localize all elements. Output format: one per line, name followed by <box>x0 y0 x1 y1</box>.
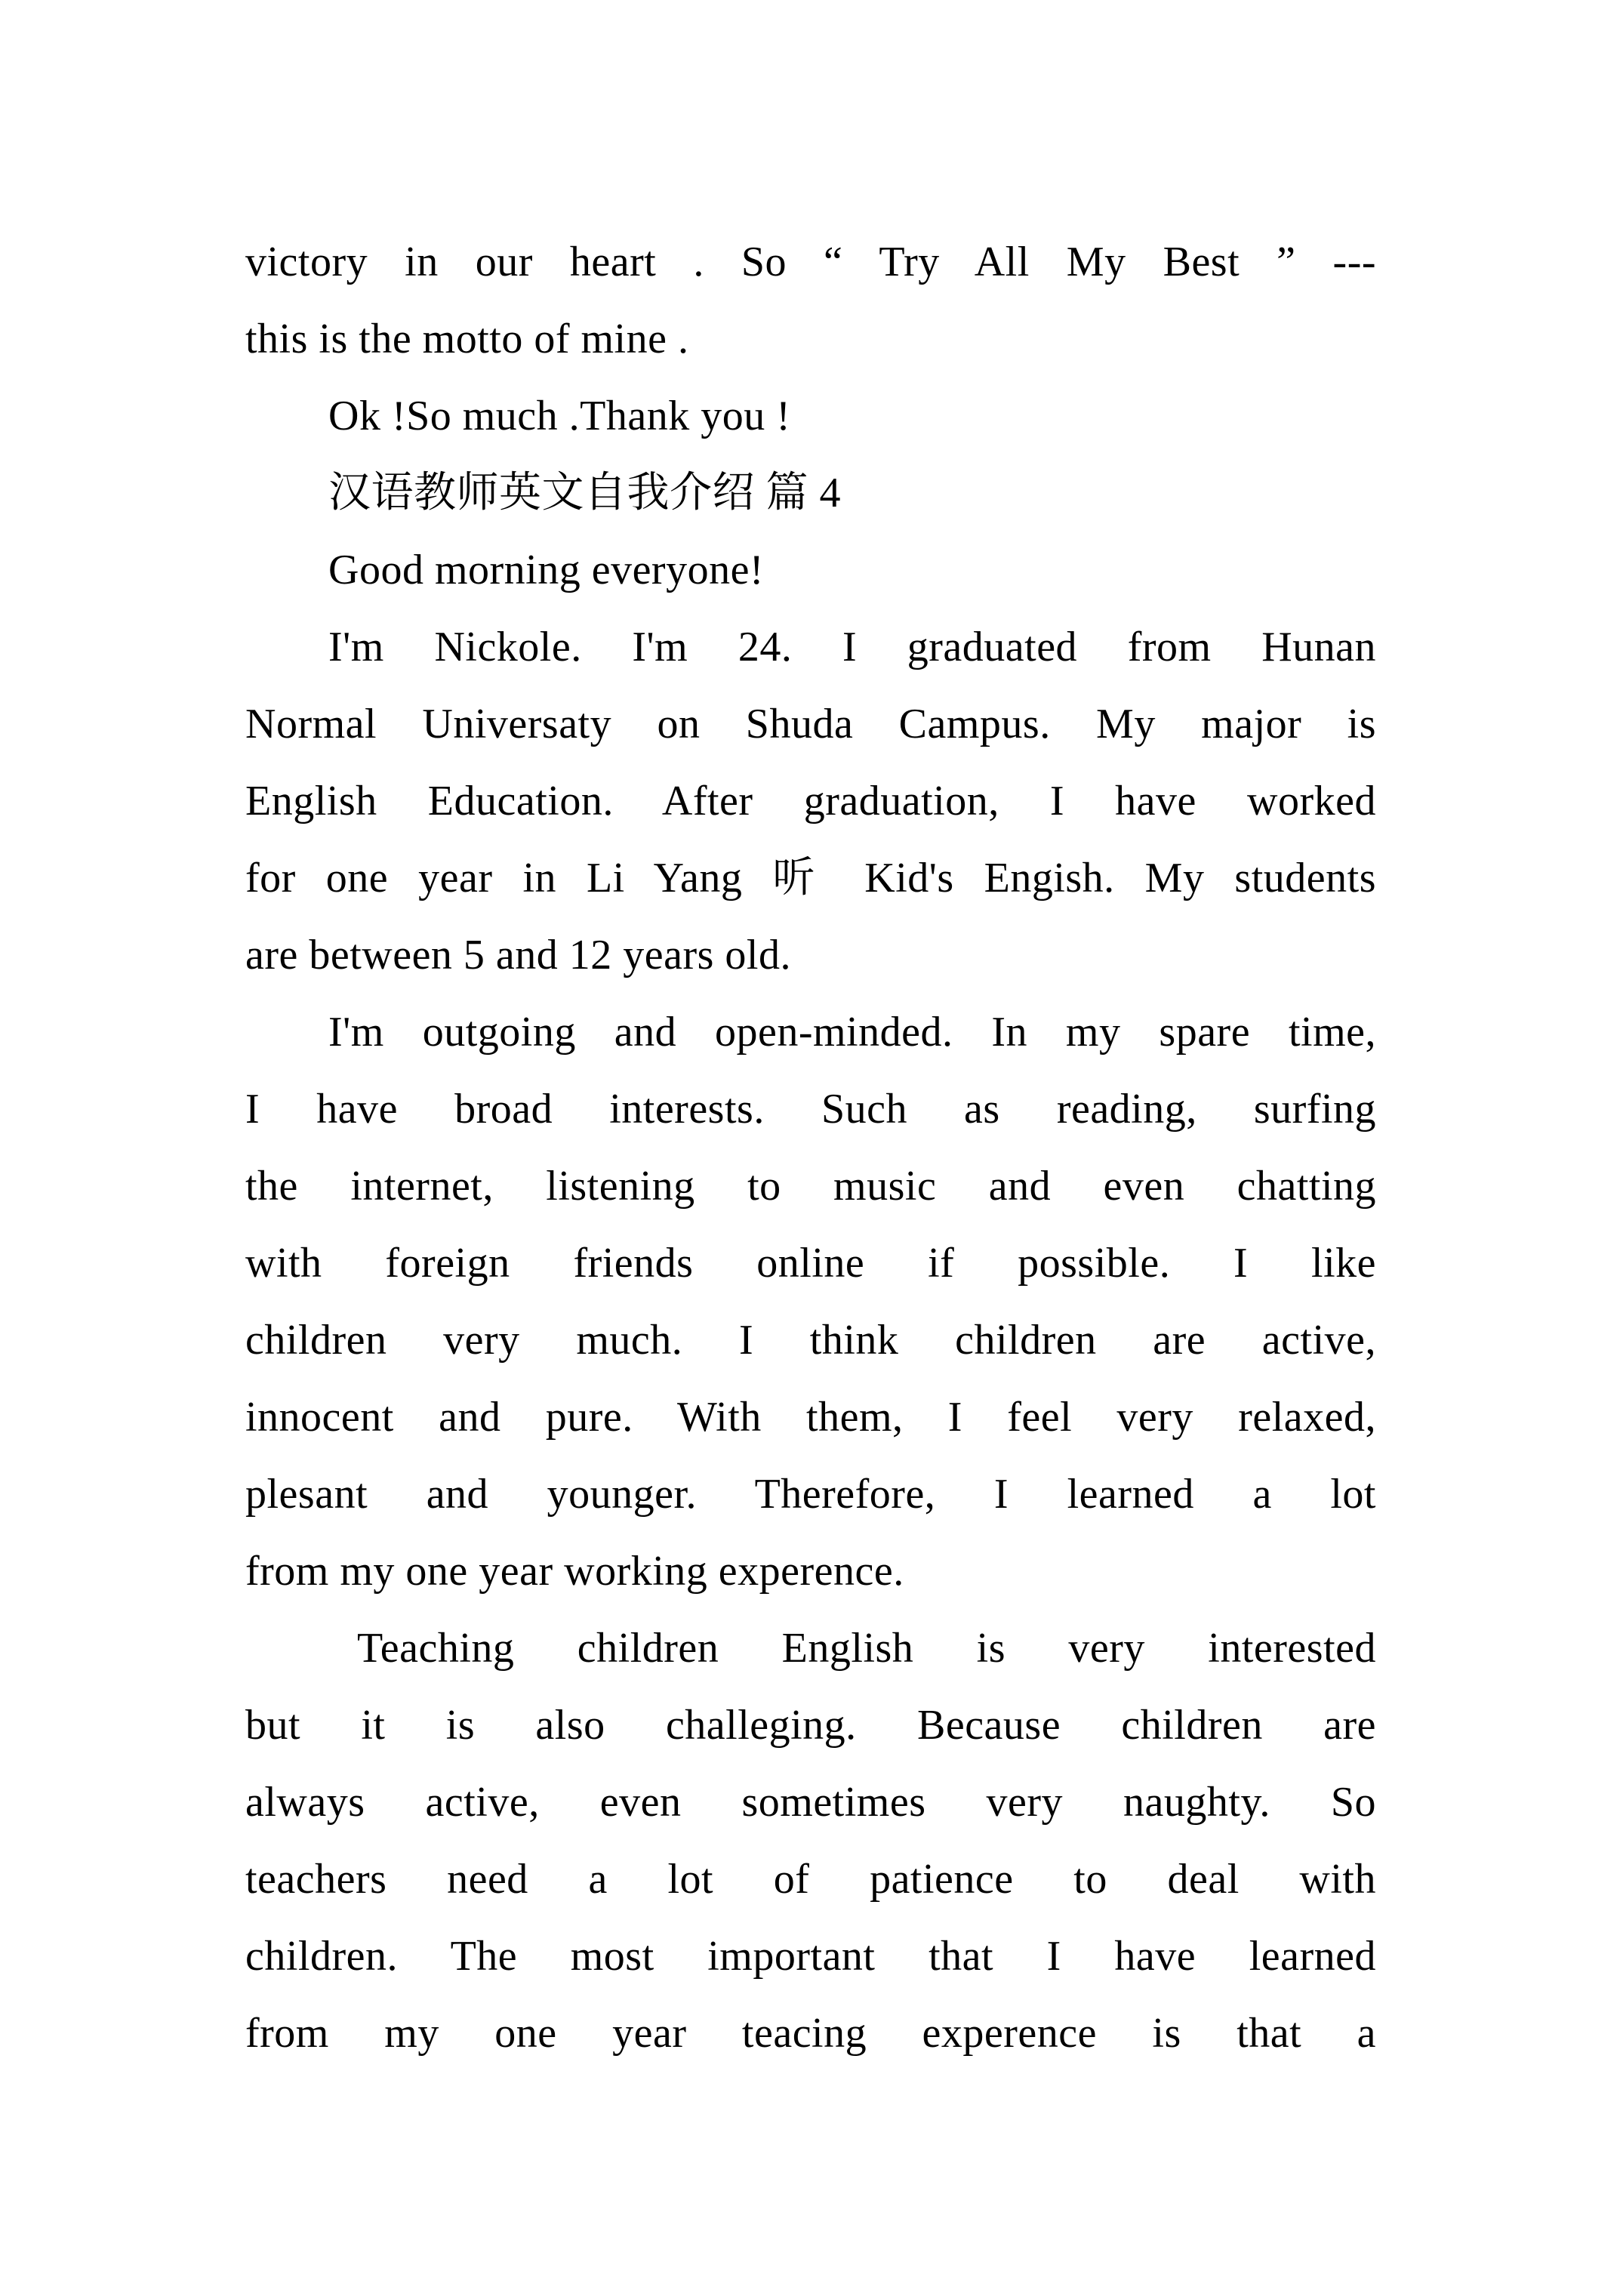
text-line: this is the motto of mine . <box>245 316 689 362</box>
text-line: children very much. I think children are active, <box>245 1317 1376 1364</box>
text-line: victory in our heart . So “ Try All My Best ” --- <box>245 239 1376 285</box>
text-line: I'm Nickole. I'm 24. I graduated from Hunan <box>328 624 1376 670</box>
text-line: for one year in Li Yang 听 Kid's Engish. My students <box>245 855 1376 901</box>
text-line: always active, even sometimes very naughty. So <box>245 1779 1376 1826</box>
text-line: Good morning everyone! <box>328 547 765 593</box>
text-line: Ok !So much .Thank you ! <box>328 393 791 439</box>
text-line: I'm outgoing and open-minded. In my spare time, <box>328 1009 1376 1056</box>
text-line: the internet, listening to music and even chatting <box>245 1163 1376 1210</box>
text-line: but it is also challeging. Because children are <box>245 1702 1376 1749</box>
text-line: Normal Universaty on Shuda Campus. My major is <box>245 701 1376 747</box>
text-line: I have broad interests. Such as reading, surfing <box>245 1086 1376 1133</box>
text-line: plesant and younger. Therefore, I learned a lot <box>245 1471 1376 1518</box>
text-line: English Education. After graduation, I have worked <box>245 778 1376 824</box>
text-line: from my one year teacing experence is that a <box>245 2010 1376 2057</box>
text-line: with foreign friends online if possible. I like <box>245 1240 1376 1287</box>
section-heading-line: 汉语教师英文自我介绍 篇 4 <box>328 470 841 516</box>
text-line: innocent and pure. With them, I feel very relaxed, <box>245 1394 1376 1441</box>
text-line: children. The most important that I have learned <box>245 1933 1376 1980</box>
text-line: Teaching children English is very interested <box>357 1625 1376 1672</box>
text-line: are between 5 and 12 years old. <box>245 932 791 978</box>
text-line: teachers need a lot of patience to deal with <box>245 1856 1376 1903</box>
text-block <box>245 223 1376 2072</box>
text-line: from my one year working experence. <box>245 1548 904 1595</box>
